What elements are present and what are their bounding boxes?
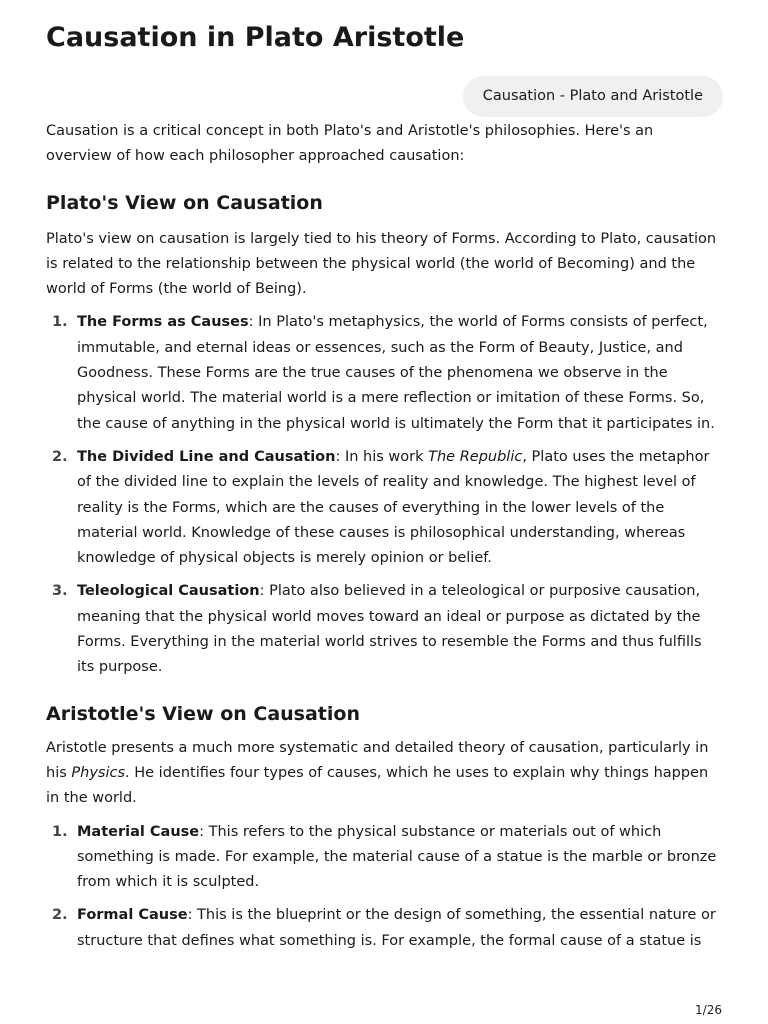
list-number: 1. bbox=[52, 314, 68, 331]
paragraph-text: Aristotle presents a much more systematic and detailed theory of causation, particularly in his bbox=[46, 739, 709, 781]
book-title: Physics bbox=[71, 764, 126, 781]
list-number: 1. bbox=[52, 823, 68, 840]
aristotle-heading: Aristotle's View on Causation bbox=[46, 702, 360, 725]
list-text: , Plato uses the metaphor of the divided line to explain the levels of reality and knowledge. The highest level of reality is the Forms, which are the causes of everything in the lower levels of the material world. Knowledge of these causes is philosophical understanding, whereas knowledge of physical objects is merely opinion or belief. bbox=[77, 448, 710, 567]
plato-heading: Plato's View on Causation bbox=[46, 191, 323, 214]
list-text: : In his work bbox=[335, 448, 429, 465]
list-text: : In Plato's metaphysics, the world of Forms consists of perfect, immutable, and eternal ideas or essences, such as the Form of Beauty, Justice, and Goodness. These Forms are the true causes of the phenomena we observe in the physical world. The material world is a mere reflection or imitation of these Forms. So, the cause of anything in the physical world is ultimately the Form that it participates in. bbox=[77, 314, 715, 432]
list-item bbox=[46, 579, 723, 680]
list-text: : This is the blueprint or the design of something, the essential nature or structure that defines what something is. For example, the formal cause of a statue is bbox=[77, 907, 716, 949]
plato-paragraph: Plato's view on causation is largely tied to his theory of Forms. According to Plato, causation is related to the relationship between the physical world (the world of Becoming) and the world of Forms (the world of Being). bbox=[46, 230, 717, 298]
plato-list bbox=[46, 310, 723, 680]
topic-chip[interactable]: Causation - Plato and Aristotle bbox=[463, 76, 723, 117]
list-item bbox=[46, 310, 723, 436]
list-term: Formal Cause bbox=[77, 907, 188, 924]
list-item bbox=[46, 820, 723, 896]
list-item bbox=[46, 445, 723, 571]
book-title: The Republic bbox=[428, 448, 523, 465]
page-title: Causation in Plato Aristotle bbox=[46, 22, 465, 53]
list-term: The Forms as Causes bbox=[77, 314, 249, 331]
list-number: 2. bbox=[52, 907, 68, 924]
document-body bbox=[46, 119, 723, 962]
list-number: 3. bbox=[52, 583, 68, 600]
aristotle-paragraph bbox=[46, 736, 723, 812]
list-number: 2. bbox=[52, 448, 68, 465]
page-number: 1/26 bbox=[695, 1003, 722, 1017]
list-term: Teleological Causation bbox=[77, 583, 260, 600]
paragraph-text: . He identifies four types of causes, which he uses to explain why things happen in the world. bbox=[46, 764, 709, 807]
list-text: : This refers to the physical substance or materials out of which something is made. For example, the material cause of a statue is the marble or bronze from which it is sculpted. bbox=[77, 823, 717, 891]
intro-paragraph: Causation is a critical concept in both Plato's and Aristotle's philosophies. Here's an overview of how each philosopher approached causation: bbox=[46, 123, 654, 165]
aristotle-list bbox=[46, 820, 723, 954]
list-term: Material Cause bbox=[77, 823, 200, 840]
list-item bbox=[46, 903, 723, 954]
list-text: : Plato also believed in a teleological or purposive causation, meaning that the physical world moves toward an ideal or purpose as dictated by the Forms. Everything in the material world strives to resemble the Forms and thus fulfills its purpose. bbox=[77, 583, 702, 676]
list-term: The Divided Line and Causation bbox=[77, 448, 336, 465]
